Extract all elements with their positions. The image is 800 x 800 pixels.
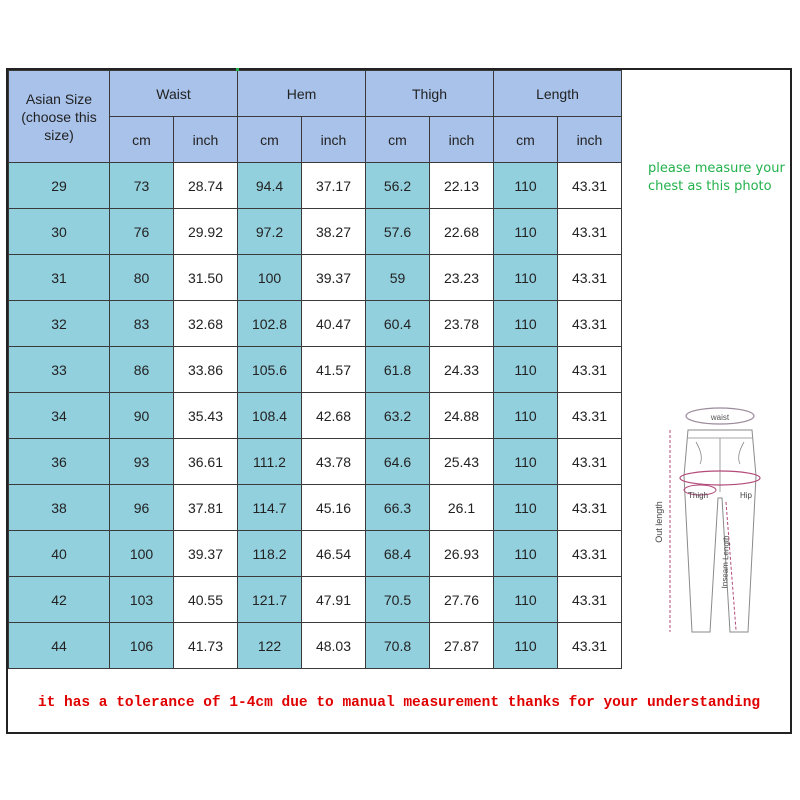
measure-cell: 110: [494, 347, 558, 393]
table-row: [9, 255, 641, 301]
out-length-label: Out length: [654, 501, 664, 543]
unit-header: cm: [110, 117, 174, 163]
measure-cell: 96: [110, 485, 174, 531]
measure-cell: 41.57: [302, 347, 366, 393]
hem-header: Hem: [238, 71, 366, 117]
table-row: [9, 393, 641, 439]
measure-cell: 33.86: [174, 347, 238, 393]
marker-dot: [236, 68, 239, 71]
measure-cell: 42.68: [302, 393, 366, 439]
measure-cell: 111.2: [238, 439, 302, 485]
measure-cell: 43.31: [558, 255, 622, 301]
measure-cell: 43.31: [558, 209, 622, 255]
thigh-header: Thigh: [366, 71, 494, 117]
measure-cell: 27.87: [430, 623, 494, 669]
measure-cell: 60.4: [366, 301, 430, 347]
unit-header: inch: [430, 117, 494, 163]
unit-header: inch: [174, 117, 238, 163]
measure-cell: 26.93: [430, 531, 494, 577]
size-cell: 40: [9, 531, 110, 577]
measure-cell: 66.3: [366, 485, 430, 531]
measure-cell: 43.31: [558, 623, 622, 669]
measure-cell: 43.31: [558, 577, 622, 623]
table-row: [9, 163, 641, 209]
measure-cell: 86: [110, 347, 174, 393]
measure-cell: 43.31: [558, 485, 622, 531]
measure-cell: 26.1: [430, 485, 494, 531]
measure-cell: 37.81: [174, 485, 238, 531]
measure-cell: 105.6: [238, 347, 302, 393]
measure-cell: 110: [494, 485, 558, 531]
measure-cell: 73: [110, 163, 174, 209]
measure-cell: 29.92: [174, 209, 238, 255]
waist-header: Waist: [110, 71, 238, 117]
measure-cell: 43.31: [558, 393, 622, 439]
measure-cell: 83: [110, 301, 174, 347]
measure-cell: 40.47: [302, 301, 366, 347]
unit-header: cm: [366, 117, 430, 163]
table-row: [9, 577, 641, 623]
size-cell: 30: [9, 209, 110, 255]
measure-cell: 43.31: [558, 163, 622, 209]
hip-label: Hip: [740, 491, 753, 500]
measure-cell: 23.78: [430, 301, 494, 347]
measure-note-line: please measure your: [648, 161, 785, 176]
measure-cell: 110: [494, 301, 558, 347]
measure-cell: 43.78: [302, 439, 366, 485]
measure-cell: 106: [110, 623, 174, 669]
measure-cell: 47.91: [302, 577, 366, 623]
waist-label: waist: [710, 413, 730, 422]
measure-cell: 110: [494, 209, 558, 255]
table-row: [9, 485, 641, 531]
measure-cell: 38.27: [302, 209, 366, 255]
measure-cell: 118.2: [238, 531, 302, 577]
measure-cell: 24.88: [430, 393, 494, 439]
measure-cell: 110: [494, 577, 558, 623]
measure-cell: 59: [366, 255, 430, 301]
measure-cell: 45.16: [302, 485, 366, 531]
measure-cell: 27.76: [430, 577, 494, 623]
measure-cell: 70.8: [366, 623, 430, 669]
measure-cell: 43.31: [558, 531, 622, 577]
measure-cell: 23.23: [430, 255, 494, 301]
measure-cell: 24.33: [430, 347, 494, 393]
measure-cell: 93: [110, 439, 174, 485]
measure-cell: 110: [494, 163, 558, 209]
measure-cell: 122: [238, 623, 302, 669]
measure-cell: 39.37: [174, 531, 238, 577]
measure-cell: 32.68: [174, 301, 238, 347]
measure-cell: 70.5: [366, 577, 430, 623]
size-cell: 38: [9, 485, 110, 531]
measure-note-line: chest as this photo: [648, 179, 772, 194]
table-row: [9, 347, 641, 393]
size-cell: 33: [9, 347, 110, 393]
size-table: [8, 70, 641, 669]
measure-cell: 114.7: [238, 485, 302, 531]
measure-cell: 43.31: [558, 301, 622, 347]
measure-cell: 100: [238, 255, 302, 301]
measure-cell: 97.2: [238, 209, 302, 255]
size-chart-frame: [6, 68, 792, 734]
measure-cell: 103: [110, 577, 174, 623]
measure-cell: 41.73: [174, 623, 238, 669]
table-row: [9, 531, 641, 577]
measure-cell: 56.2: [366, 163, 430, 209]
unit-header: inch: [558, 117, 622, 163]
measure-cell: 110: [494, 255, 558, 301]
unit-header: cm: [494, 117, 558, 163]
size-cell: 42: [9, 577, 110, 623]
measure-cell: 35.43: [174, 393, 238, 439]
unit-header: cm: [238, 117, 302, 163]
size-cell: 44: [9, 623, 110, 669]
measure-cell: 28.74: [174, 163, 238, 209]
size-cell: 29: [9, 163, 110, 209]
size-table-body: [9, 163, 641, 669]
measure-cell: 68.4: [366, 531, 430, 577]
measure-cell: 102.8: [238, 301, 302, 347]
measure-cell: 46.54: [302, 531, 366, 577]
measure-cell: 40.55: [174, 577, 238, 623]
table-row: [9, 623, 641, 669]
asian-size-header: Asian Size (choose this size): [9, 71, 110, 163]
measure-cell: 31.50: [174, 255, 238, 301]
table-row: [9, 439, 641, 485]
size-cell: 32: [9, 301, 110, 347]
measure-cell: 110: [494, 623, 558, 669]
measure-cell: 80: [110, 255, 174, 301]
tolerance-note: it has a tolerance of 1-4cm due to manual measurement thanks for your understanding: [37, 695, 761, 711]
measure-cell: 37.17: [302, 163, 366, 209]
inseam-label: Inseam Length: [720, 535, 731, 589]
measure-cell: 110: [494, 531, 558, 577]
measure-cell: 110: [494, 439, 558, 485]
measure-cell: 108.4: [238, 393, 302, 439]
size-cell: 34: [9, 393, 110, 439]
table-row: [9, 301, 641, 347]
measure-cell: 43.31: [558, 439, 622, 485]
measure-cell: 22.13: [430, 163, 494, 209]
measure-cell: 76: [110, 209, 174, 255]
measure-cell: 57.6: [366, 209, 430, 255]
measure-cell: 64.6: [366, 439, 430, 485]
measure-cell: 110: [494, 393, 558, 439]
size-cell: 36: [9, 439, 110, 485]
measure-cell: 36.61: [174, 439, 238, 485]
measure-cell: 121.7: [238, 577, 302, 623]
measure-cell: 48.03: [302, 623, 366, 669]
measure-cell: 63.2: [366, 393, 430, 439]
measure-cell: 94.4: [238, 163, 302, 209]
unit-header: inch: [302, 117, 366, 163]
measure-cell: 90: [110, 393, 174, 439]
measure-cell: 100: [110, 531, 174, 577]
measure-cell: 61.8: [366, 347, 430, 393]
measure-cell: 43.31: [558, 347, 622, 393]
size-cell: 31: [9, 255, 110, 301]
table-row: [9, 209, 641, 255]
pants-measurement-diagram: [648, 402, 788, 642]
measure-cell: 39.37: [302, 255, 366, 301]
thigh-label: Thigh: [688, 491, 709, 500]
measure-cell: 22.68: [430, 209, 494, 255]
measure-cell: 25.43: [430, 439, 494, 485]
length-header: Length: [494, 71, 622, 117]
measure-note: [648, 160, 788, 196]
